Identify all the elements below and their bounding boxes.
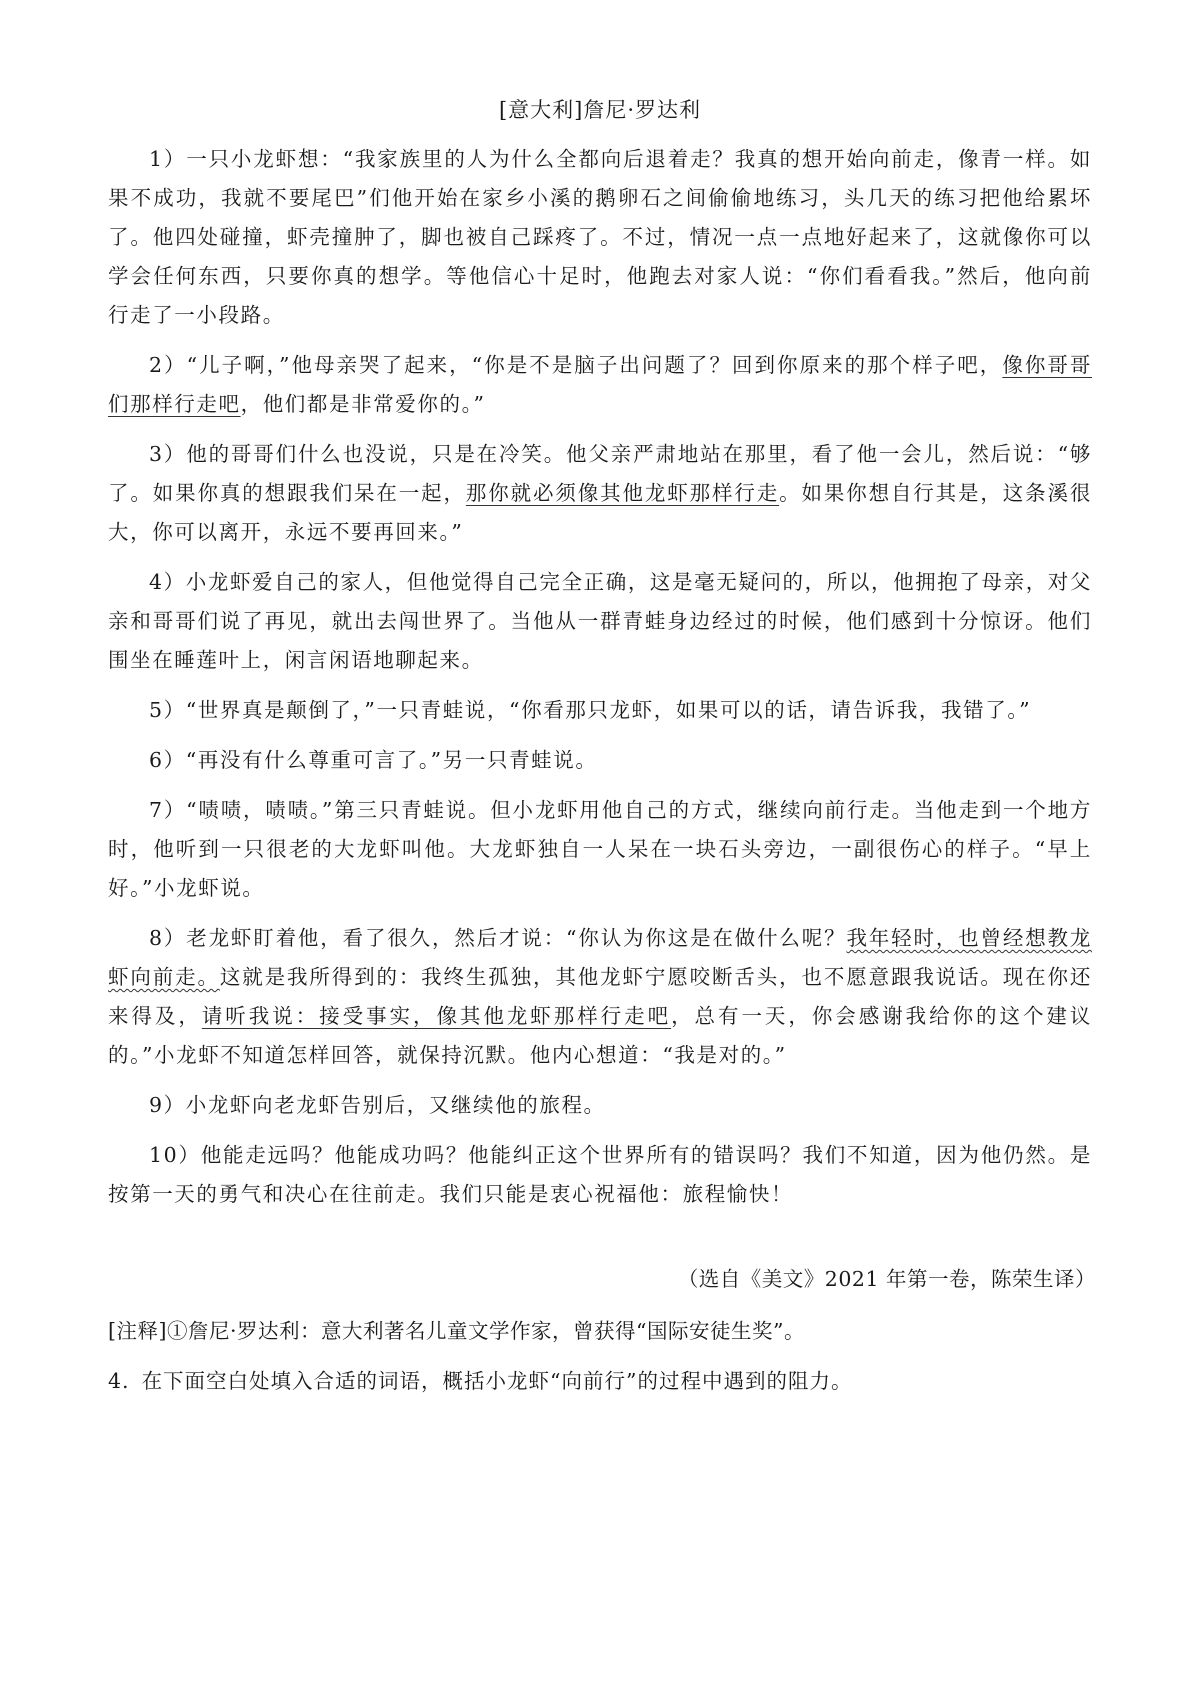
paragraph-text: 3）他的哥哥们什么也没说，只是在冷笑。他父亲严肃地站在那里，看了他一会儿，然后说：“够了。如果你真的想跟我们呆在一起， [108,442,1092,505]
paragraph-text: 9）小龙虾向老龙虾告别后，又继续他的旅程。 [149,1093,606,1117]
paragraph-10 [108,1136,1092,1214]
underlined-sentence: 那你就必须像其他龙虾那样行走 [465,481,780,505]
paragraph-1 [108,140,1092,335]
underlined-sentence: 请听我说：接受事实，像其他龙虾那样行走吧 [201,1004,672,1028]
author-line: [意大利]詹尼·罗达利 [498,98,702,122]
paragraph-9 [108,1086,1092,1125]
underlined-sentence: 像你哥哥们那样行走吧 [108,353,1092,416]
paragraph-text: ，他们都是非常爱你的。” [240,392,486,416]
paragraph-8 [108,919,1092,1075]
paragraph-text: ，总有一天，你会感谢我给你的这个建议的。”小龙虾不知道怎样回答，就保持沉默。他内心想道：“我是对的。” [108,1004,1092,1067]
paragraph-text: 6）“再没有什么尊重可言了。”另一只青蛙说。 [149,748,598,772]
paragraph-text: 4）小龙虾爱自己的家人，但他觉得自己完全正确，这是毫无疑问的，所以，他拥抱了母亲，对父亲和哥哥们说了再见，就出去闯世界了。当他从一群青蛙身边经过的时候，他们感到十分惊讶。他们围坐在睡莲叶上，闲言闲语地聊起来。 [108,570,1092,672]
paragraph-text: 7）“啧啧，啧啧。”第三只青蛙说。但小龙虾用他自己的方式，继续向前行走。当他走到一个地方时，他听到一只很老的大龙虾叫他。大龙虾独自一人呆在一块石头旁边，一副很伤心的样子。“早上好。”小龙虾说。 [108,798,1092,900]
paragraph-text: 这就是我所得到的：我终生孤独，其他龙虾宁愿咬断舌头，也不愿意跟我说话。现在你还来得及， [108,965,1093,1028]
paragraph-text: 8）老龙虾盯着他，看了很久，然后才说：“你认为你这是在做什么呢？ [149,926,847,950]
paragraph-text: 2）“儿子啊，”他母亲哭了起来，“你是不是脑子出问题了？回到你原来的那个样子吧， [149,353,1003,377]
paragraph-6 [108,741,1092,780]
paragraph-text: 5）“世界真是颠倒了，”一只青蛙说，“你看那只龙虾，如果可以的话，请告诉我，我错了。” [149,698,1032,722]
wavy-underlined-sentence: 我年轻时，也曾经想教龙虾向前走。 [108,926,1092,989]
passage [108,140,1092,1225]
paragraph-2 [108,346,1092,424]
source-citation: （选自《美文》2021 年第一卷，陈荣生译） [677,1267,1096,1291]
paragraph-7 [108,791,1092,908]
question-text: 在下面空白处填入合适的词语，概括小龙虾“向前行”的过程中遇到的阻力。 [141,1369,853,1393]
paragraph-text: 。如果你想自行其是，这条溪很大，你可以离开，永远不要再回来。” [108,481,1092,544]
paragraph-4 [108,563,1092,680]
paragraph-text: 1）一只小龙虾想：“我家族里的人为什么全都向后退着走？我真的想开始向前走，像青一样。如果不成功，我就不要尾巴”们他开始在家乡小溪的鹅卵石之间偷偷地练习，头几天的练习把他给累坏了。他四处碰撞，虾壳撞肿了，脚也被自己踩疼了。不过，情况一点一点地好起来了，这就像你可以学会任何东西，只要你真的想学。等他信心十足时，他跑去对家人说：“你们看看我。”然后，他向前行走了一小段路。 [108,147,1092,327]
question-4 [108,1364,853,1394]
annotation-note: [注释]①詹尼·罗达利：意大利著名儿童文学作家，曾获得“国际安徒生奖”。 [108,1319,805,1343]
paragraph-text: 10）他能走远吗？他能成功吗？他能纠正这个世界所有的错误吗？我们不知道，因为他仍然。是按第一天的勇气和决心在往前走。我们只能是衷心祝福他：旅程愉快！ [108,1143,1092,1206]
question-number: 4. [108,1369,130,1393]
paragraph-5 [108,691,1092,730]
paragraph-3 [108,435,1092,552]
